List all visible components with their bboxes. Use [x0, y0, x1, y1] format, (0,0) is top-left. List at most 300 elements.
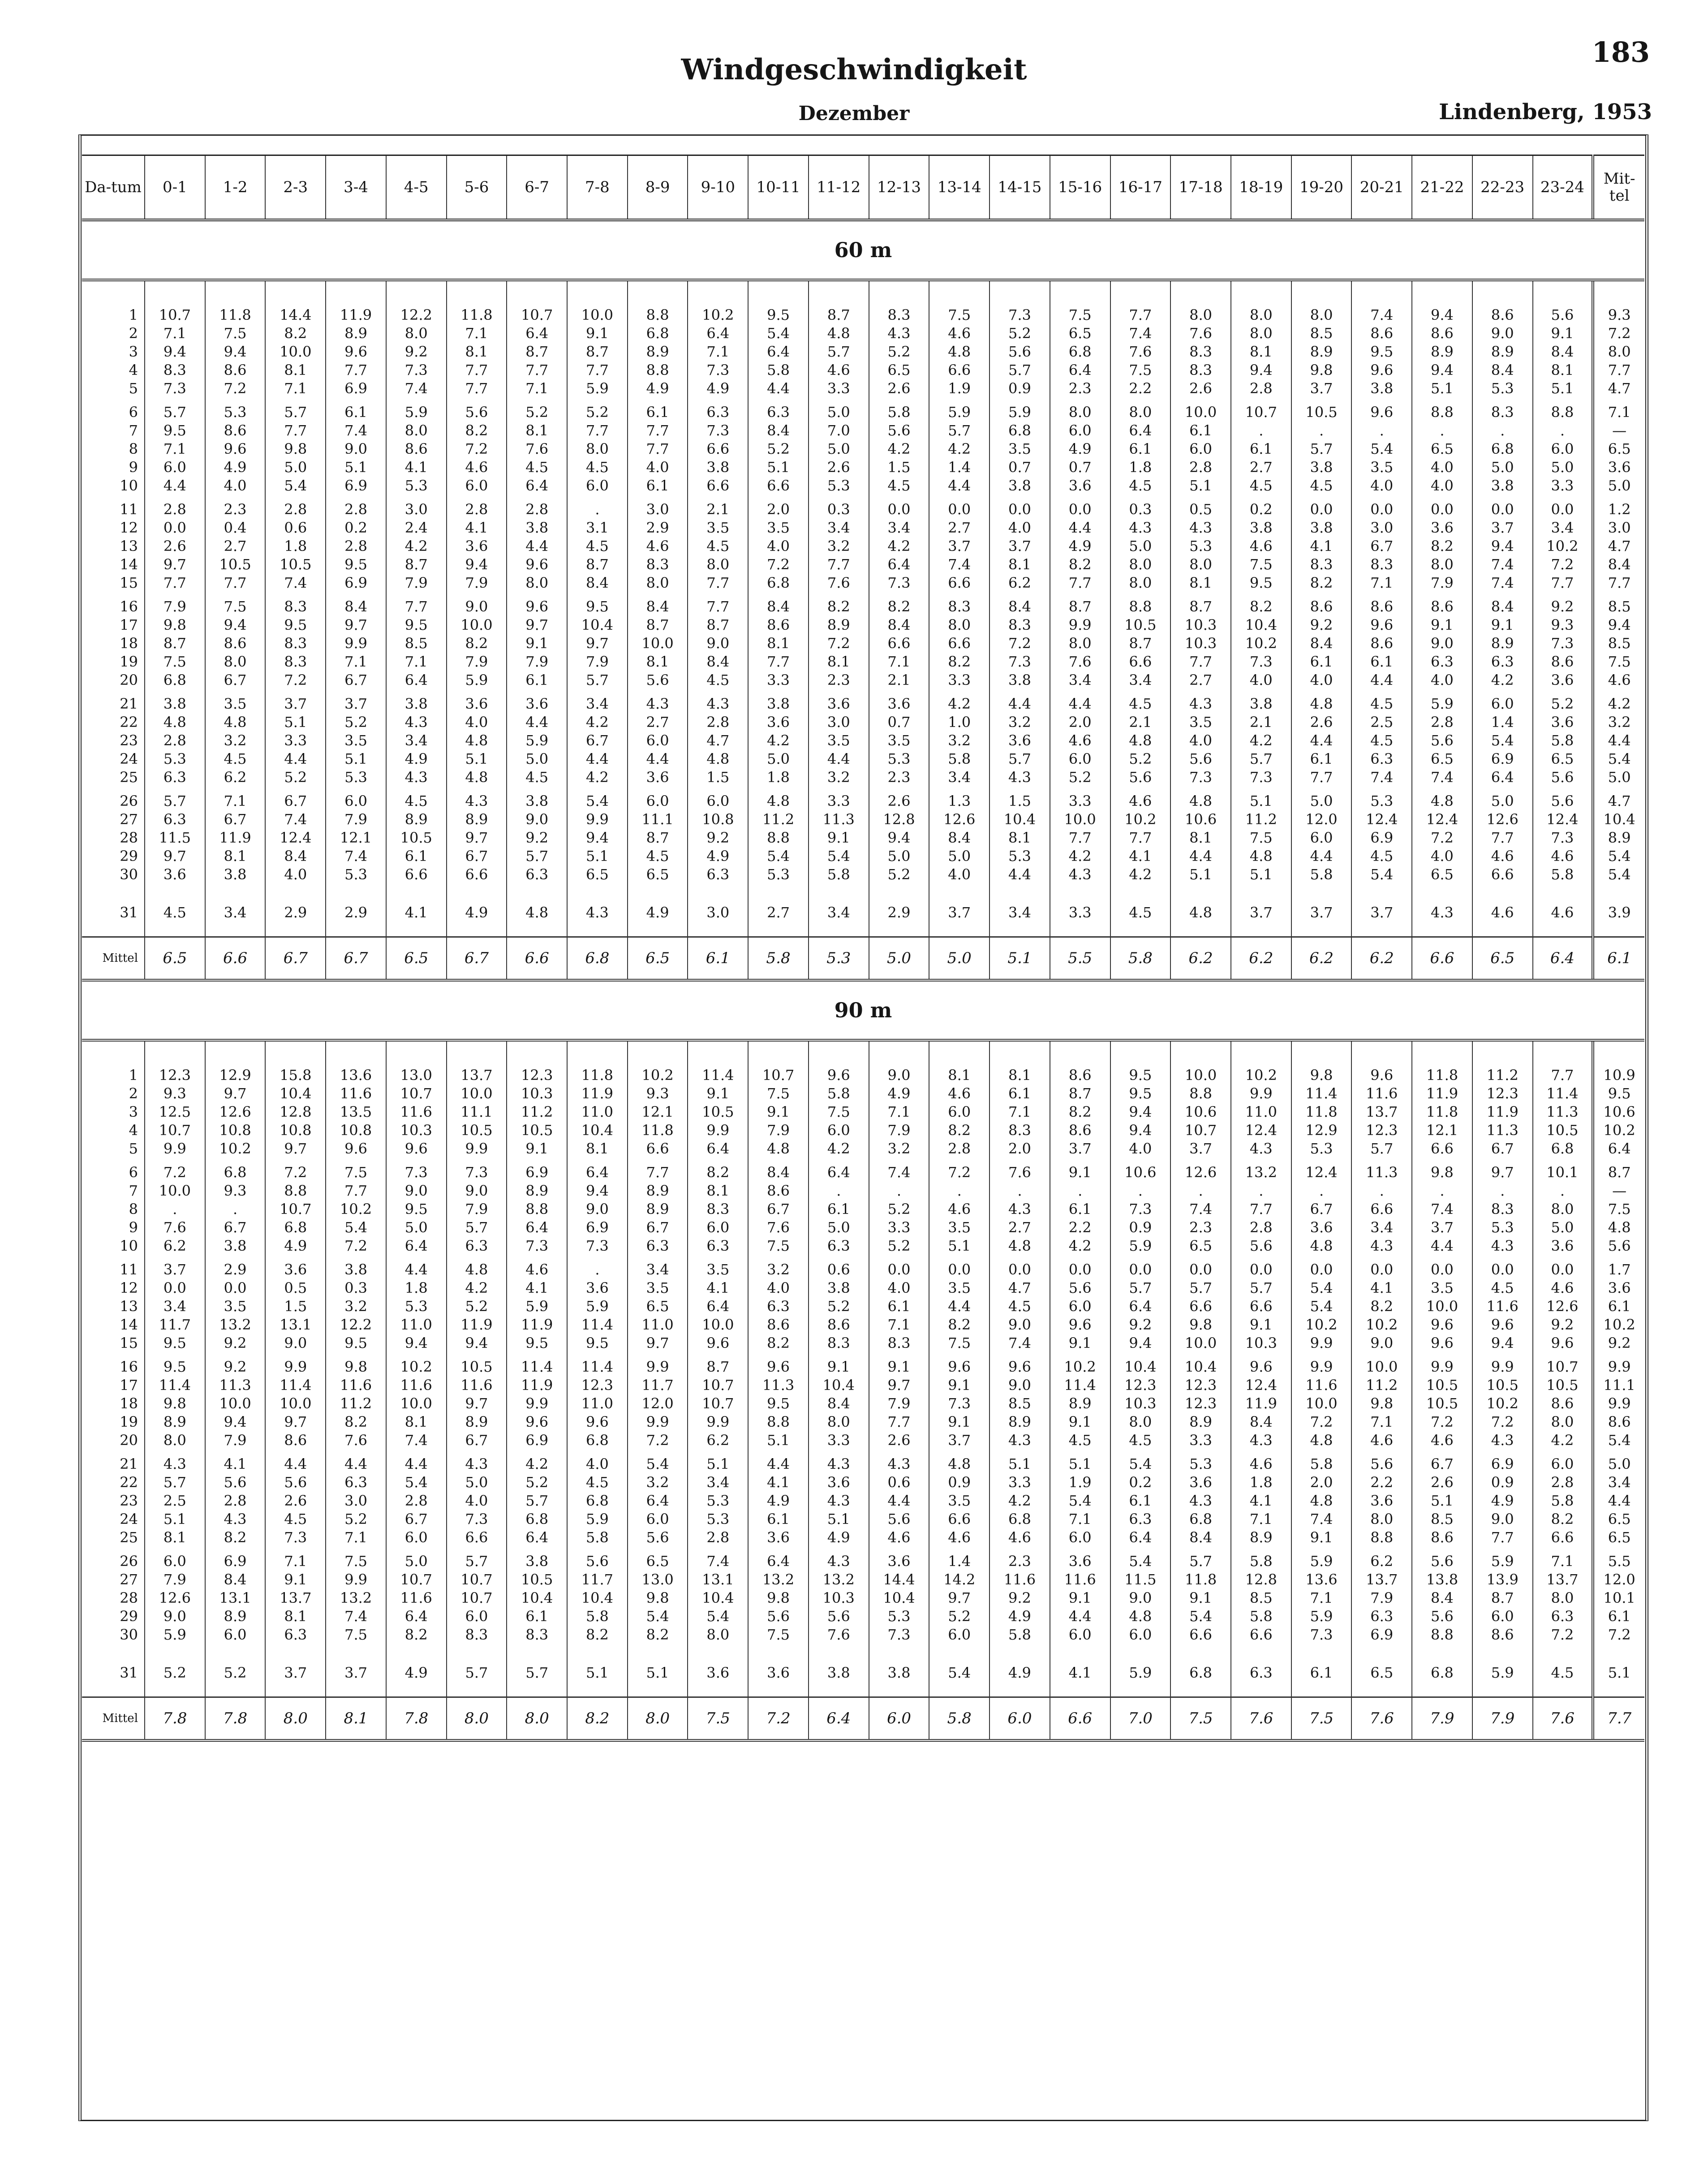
hourly-value-cell: 6.5 — [1412, 750, 1472, 768]
hourly-value-cell: 7.1 — [386, 653, 447, 671]
hourly-value-cell: 5.9 — [990, 398, 1050, 422]
hourly-value-cell: 5.4 — [1351, 440, 1412, 458]
hourly-value-cell: 4.5 — [1231, 477, 1291, 495]
hourly-value-cell: 9.0 — [265, 1334, 326, 1352]
hourly-value-cell: 7.9 — [748, 1121, 809, 1140]
hourly-value-cell: 6.4 — [688, 1140, 748, 1158]
hourly-value-cell: 6.1 — [507, 1607, 567, 1626]
hourly-value-cell: 4.8 — [1110, 1607, 1171, 1626]
hourly-value-cell: 6.7 — [386, 1510, 447, 1528]
hourly-value-cell: 6.9 — [1351, 829, 1412, 847]
hourly-value-cell: 8.2 — [688, 1158, 748, 1182]
hourly-value-cell: 9.8 — [326, 1352, 386, 1376]
hourly-value-cell: . — [1291, 1182, 1352, 1200]
hourly-value-cell: . — [1412, 422, 1472, 440]
hourly-value-cell: 5.9 — [567, 1297, 628, 1316]
hourly-value-cell: 5.6 — [628, 671, 688, 689]
day-row — [82, 1528, 1644, 1547]
hourly-value-cell: 2.6 — [1412, 1473, 1472, 1492]
hourly-value-cell: 2.5 — [1351, 713, 1412, 732]
day-row — [82, 1547, 1644, 1571]
hourly-value-cell: 1.9 — [1050, 1473, 1110, 1492]
hourly-value-cell: 10.4 — [990, 810, 1050, 829]
hourly-value-cell: 2.1 — [869, 671, 929, 689]
hourly-value-cell: 9.0 — [990, 1316, 1050, 1334]
hourly-value-cell: 9.8 — [1412, 1158, 1472, 1182]
day-row — [82, 713, 1644, 732]
hourly-value-cell: 5.2 — [929, 1607, 990, 1626]
hourly-value-cell: 3.4 — [809, 519, 869, 537]
hourly-value-cell: 7.9 — [1412, 574, 1472, 592]
hourly-value-cell: 7.3 — [990, 306, 1050, 324]
hourly-value-cell: 4.5 — [990, 1297, 1050, 1316]
hourly-value-cell: 7.7 — [688, 574, 748, 592]
hourly-value-cell: 6.5 — [628, 865, 688, 884]
hourly-value-cell: 3.2 — [748, 1255, 809, 1279]
hourly-value-cell: 8.2 — [447, 422, 507, 440]
hourly-value-cell: 5.6 — [628, 1528, 688, 1547]
hourly-value-cell: 9.7 — [929, 1589, 990, 1607]
hourly-value-cell: 5.0 — [1472, 787, 1533, 810]
hourly-value-cell: 5.1 — [1533, 379, 1593, 398]
hourly-value-cell: 6.3 — [1231, 1644, 1291, 1697]
hourly-value-cell: 4.4 — [1170, 847, 1231, 865]
hourly-value-cell: 8.9 — [628, 343, 688, 361]
hourly-value-cell: 6.6 — [1533, 1528, 1593, 1547]
hourly-value-cell: 11.3 — [809, 810, 869, 829]
hourly-value-cell: 11.0 — [386, 1316, 447, 1334]
hourly-value-cell: 9.9 — [1291, 1334, 1352, 1352]
hourly-value-cell: 3.6 — [447, 689, 507, 713]
hourly-value-cell: 3.8 — [205, 865, 266, 884]
hourly-value-cell: 7.7 — [1231, 1200, 1291, 1218]
hourly-value-cell: 4.4 — [990, 865, 1050, 884]
hourly-value-cell: 6.0 — [688, 787, 748, 810]
hourly-value-cell: 8.9 — [1291, 343, 1352, 361]
hourly-value-cell: 12.3 — [1170, 1395, 1231, 1413]
hourly-value-cell: 8.2 — [809, 592, 869, 616]
hourly-value-cell: 6.9 — [567, 1218, 628, 1237]
hourly-value-cell: 2.2 — [1351, 1473, 1412, 1492]
hourly-value-cell: 5.6 — [869, 422, 929, 440]
hourly-value-cell: 8.8 — [1412, 398, 1472, 422]
hourly-value-cell: 3.8 — [990, 477, 1050, 495]
hourly-value-cell: 4.9 — [990, 1607, 1050, 1626]
hour-header: 10-11 — [748, 155, 809, 220]
hourly-value-cell: 0.0 — [145, 519, 205, 537]
spacer-row — [82, 1040, 1644, 1066]
hourly-value-cell: 3.4 — [809, 884, 869, 937]
hourly-value-cell: 7.3 — [1110, 1200, 1171, 1218]
hourly-value-cell: 9.5 — [567, 1334, 628, 1352]
hourly-value-cell: 9.8 — [748, 1589, 809, 1607]
hourly-value-cell: 3.5 — [748, 519, 809, 537]
hourly-value-cell: 6.8 — [628, 324, 688, 343]
hour-header: 2-3 — [265, 155, 326, 220]
hourly-value-cell: 6.8 — [1170, 1644, 1231, 1697]
hourly-value-cell: 8.6 — [748, 1182, 809, 1200]
hourly-value-cell: 4.6 — [1231, 537, 1291, 555]
hourly-value-cell: 5.3 — [386, 477, 447, 495]
hourly-value-cell: 4.4 — [1050, 519, 1110, 537]
hourly-value-cell: 9.5 — [386, 616, 447, 634]
hourly-value-cell: 4.9 — [1472, 1492, 1533, 1510]
hourly-value-cell: 9.1 — [929, 1413, 990, 1431]
hourly-value-cell: 3.0 — [1351, 519, 1412, 537]
hourly-value-cell: 5.7 — [265, 398, 326, 422]
location-year: Lindenberg, 1953 — [1439, 99, 1652, 125]
hourly-value-cell: 8.9 — [1472, 343, 1533, 361]
hourly-value-cell: 10.2 — [1533, 537, 1593, 555]
hourly-value-cell: 7.7 — [628, 1158, 688, 1182]
hourly-value-cell: 1.3 — [929, 787, 990, 810]
hourly-value-cell: 1.5 — [265, 1297, 326, 1316]
day-label: 10 — [120, 477, 138, 494]
hourly-value-cell: 7.5 — [205, 324, 266, 343]
hourly-value-cell: 11.1 — [447, 1103, 507, 1121]
day-label: 23 — [120, 1492, 138, 1509]
mean-value-cell: 5.0 — [929, 937, 990, 981]
hourly-value-cell: 3.7 — [990, 537, 1050, 555]
hourly-value-cell: 4.8 — [1170, 884, 1231, 937]
hourly-value-cell: 5.7 — [990, 750, 1050, 768]
mean-value-cell: 5.8 — [929, 1697, 990, 1741]
hourly-value-cell: 9.5 — [145, 1352, 205, 1376]
hourly-value-cell: 4.3 — [386, 768, 447, 787]
mean-value-cell: 6.2 — [1170, 937, 1231, 981]
hourly-value-cell: 4.6 — [1472, 884, 1533, 937]
hourly-value-cell: 8.2 — [929, 1121, 990, 1140]
hourly-value-cell: 8.4 — [1412, 1589, 1472, 1607]
day-label: 18 — [120, 635, 138, 652]
hourly-value-cell: 4.8 — [748, 1140, 809, 1158]
hourly-value-cell: 7.2 — [205, 379, 266, 398]
hourly-value-cell: 3.8 — [809, 1644, 869, 1697]
hourly-value-cell: 0.0 — [869, 495, 929, 519]
hourly-value-cell: 0.2 — [326, 519, 386, 537]
hourly-value-cell: 13.2 — [205, 1316, 266, 1334]
hour-header: 20-21 — [1351, 155, 1412, 220]
day-row — [82, 689, 1644, 713]
hourly-value-cell: 4.8 — [1412, 787, 1472, 810]
hourly-value-cell: 6.0 — [1050, 1297, 1110, 1316]
hourly-value-cell: 6.6 — [447, 1528, 507, 1547]
hourly-value-cell: 8.4 — [869, 616, 929, 634]
hourly-value-cell: 7.1 — [869, 653, 929, 671]
daily-mean-cell: 8.4 — [1593, 555, 1644, 574]
day-row — [82, 592, 1644, 616]
hourly-value-cell: 5.6 — [748, 1607, 809, 1626]
daily-mean-cell: 5.1 — [1593, 1644, 1644, 1697]
hourly-value-cell: 7.1 — [1351, 574, 1412, 592]
hourly-value-cell: 9.6 — [929, 1352, 990, 1376]
hourly-value-cell: 6.4 — [688, 324, 748, 343]
hourly-value-cell: 9.4 — [205, 343, 266, 361]
hourly-value-cell: 7.9 — [1351, 1589, 1412, 1607]
hourly-value-cell: 5.7 — [1351, 1140, 1412, 1158]
hourly-value-cell: 5.6 — [447, 398, 507, 422]
hourly-value-cell: 4.5 — [1110, 477, 1171, 495]
day-label: 15 — [120, 574, 138, 591]
hourly-value-cell: 6.3 — [1472, 653, 1533, 671]
hourly-value-cell: 8.7 — [688, 1352, 748, 1376]
hourly-value-cell: 0.7 — [1050, 458, 1110, 477]
day-label: 3 — [129, 1103, 138, 1120]
day-label: 4 — [129, 1122, 138, 1139]
hourly-value-cell: 11.0 — [1231, 1103, 1291, 1121]
hourly-value-cell: 4.5 — [386, 787, 447, 810]
hourly-value-cell: 8.9 — [447, 810, 507, 829]
hourly-value-cell: 8.8 — [628, 361, 688, 379]
hourly-value-cell: 2.3 — [990, 1547, 1050, 1571]
hourly-value-cell: 4.4 — [386, 1255, 447, 1279]
hourly-value-cell: 6.0 — [1472, 689, 1533, 713]
mean-value-cell: 6.7 — [326, 937, 386, 981]
hourly-value-cell: 4.5 — [507, 458, 567, 477]
hourly-value-cell: 10.4 — [567, 1589, 628, 1607]
hourly-value-cell: 4.3 — [688, 689, 748, 713]
hourly-value-cell: 5.4 — [1291, 1279, 1352, 1297]
hourly-value-cell: 9.4 — [567, 1182, 628, 1200]
hourly-value-cell: 10.2 — [688, 306, 748, 324]
hourly-value-cell: 10.6 — [1170, 810, 1231, 829]
hourly-value-cell: 3.7 — [1412, 1218, 1472, 1237]
hourly-value-cell: 8.6 — [1351, 634, 1412, 653]
mean-value-cell: 6.1 — [688, 937, 748, 981]
hourly-value-cell: 8.5 — [1231, 1589, 1291, 1607]
hourly-value-cell: 4.0 — [1412, 847, 1472, 865]
hourly-value-cell: 5.9 — [1472, 1547, 1533, 1571]
hourly-value-cell: 7.1 — [447, 324, 507, 343]
hourly-value-cell: 11.4 — [1533, 1085, 1593, 1103]
hourly-value-cell: 11.8 — [567, 1066, 628, 1085]
hourly-value-cell: 7.4 — [1472, 555, 1533, 574]
hourly-value-cell: 8.2 — [1291, 574, 1352, 592]
hourly-value-cell: 8.2 — [628, 1626, 688, 1644]
day-row — [82, 1237, 1644, 1255]
hourly-value-cell: 4.4 — [869, 1492, 929, 1510]
hourly-value-cell: 6.1 — [1291, 750, 1352, 768]
hourly-value-cell: 7.3 — [929, 1395, 990, 1413]
hourly-value-cell: 10.0 — [265, 1395, 326, 1413]
hourly-value-cell: 4.3 — [447, 1450, 507, 1473]
hourly-value-cell: 1.4 — [929, 1547, 990, 1571]
hourly-value-cell: 10.5 — [1291, 398, 1352, 422]
hourly-value-cell: 3.6 — [1050, 1547, 1110, 1571]
hourly-value-cell: 10.8 — [688, 810, 748, 829]
hourly-value-cell: 2.8 — [1170, 458, 1231, 477]
hourly-value-cell: 9.6 — [1351, 361, 1412, 379]
hourly-value-cell: 9.1 — [1291, 1528, 1352, 1547]
hourly-value-cell: 6.1 — [809, 1200, 869, 1218]
hourly-value-cell: 10.0 — [145, 1182, 205, 1200]
hourly-value-cell: 9.2 — [205, 1334, 266, 1352]
hourly-value-cell: 13.7 — [1533, 1571, 1593, 1589]
day-label: 14 — [120, 1316, 138, 1333]
hourly-value-cell: 6.3 — [265, 1626, 326, 1644]
hourly-value-cell: 13.1 — [688, 1571, 748, 1589]
hourly-value-cell: 8.2 — [205, 1528, 266, 1547]
hourly-value-cell: 8.1 — [748, 634, 809, 653]
hourly-value-cell: 6.1 — [628, 398, 688, 422]
daily-mean-cell: 4.7 — [1593, 537, 1644, 555]
hourly-value-cell: 2.6 — [869, 379, 929, 398]
hourly-value-cell: 10.4 — [809, 1376, 869, 1395]
hourly-value-cell: 11.2 — [507, 1103, 567, 1121]
hourly-value-cell: 6.7 — [567, 732, 628, 750]
hourly-value-cell: 4.2 — [386, 537, 447, 555]
hourly-value-cell: 9.8 — [265, 440, 326, 458]
hourly-value-cell: 7.7 — [1533, 574, 1593, 592]
hourly-value-cell: 4.4 — [265, 750, 326, 768]
hourly-value-cell: 3.4 — [1110, 671, 1171, 689]
hourly-value-cell: 6.4 — [386, 671, 447, 689]
hourly-value-cell: 11.7 — [145, 1316, 205, 1334]
hourly-value-cell: 4.3 — [386, 713, 447, 732]
hourly-value-cell: 6.3 — [145, 768, 205, 787]
day-row — [82, 671, 1644, 689]
daily-mean-cell: 11.1 — [1593, 1376, 1644, 1395]
hourly-value-cell: 8.1 — [688, 1182, 748, 1200]
hourly-value-cell: 4.5 — [1291, 477, 1352, 495]
hourly-value-cell: 5.7 — [447, 1644, 507, 1697]
hourly-value-cell: 8.2 — [929, 1316, 990, 1334]
hourly-value-cell: 3.6 — [809, 1473, 869, 1492]
hourly-value-cell: 3.8 — [990, 671, 1050, 689]
hourly-value-cell: 4.9 — [386, 1644, 447, 1697]
hourly-value-cell: 4.3 — [990, 768, 1050, 787]
day-row — [82, 787, 1644, 810]
hourly-value-cell: 4.4 — [1351, 671, 1412, 689]
hourly-value-cell: 6.3 — [447, 1237, 507, 1255]
hourly-value-cell: 3.6 — [1412, 519, 1472, 537]
hourly-value-cell: 8.0 — [1533, 1589, 1593, 1607]
hourly-value-cell: 8.0 — [929, 616, 990, 634]
hourly-value-cell: 6.1 — [1170, 422, 1231, 440]
hourly-value-cell: 8.0 — [1533, 1413, 1593, 1431]
hourly-value-cell: 5.6 — [1533, 768, 1593, 787]
hourly-value-cell: 10.4 — [688, 1589, 748, 1607]
hourly-value-cell: 4.3 — [809, 1450, 869, 1473]
hourly-value-cell: 2.9 — [628, 519, 688, 537]
hourly-value-cell: 4.9 — [688, 379, 748, 398]
day-row — [82, 1510, 1644, 1528]
hourly-value-cell: 5.0 — [929, 847, 990, 865]
daily-mean-cell: 5.0 — [1593, 477, 1644, 495]
hourly-value-cell: 4.0 — [205, 477, 266, 495]
hourly-value-cell: 7.6 — [1050, 653, 1110, 671]
hourly-value-cell: 4.6 — [447, 458, 507, 477]
hourly-value-cell: 9.0 — [1110, 1589, 1171, 1607]
hourly-value-cell: 7.1 — [869, 1103, 929, 1121]
day-label: 13 — [120, 538, 138, 555]
hourly-value-cell: 11.9 — [326, 306, 386, 324]
hourly-value-cell: 7.4 — [1291, 1510, 1352, 1528]
day-row — [82, 361, 1644, 379]
hourly-value-cell: 4.3 — [869, 324, 929, 343]
hourly-value-cell: 10.2 — [1231, 1066, 1291, 1085]
hourly-value-cell: 12.3 — [567, 1376, 628, 1395]
hourly-value-cell: 2.8 — [929, 1140, 990, 1158]
hourly-value-cell: 10.4 — [265, 1085, 326, 1103]
hourly-value-cell: 6.0 — [628, 732, 688, 750]
hourly-value-cell: 3.3 — [265, 732, 326, 750]
hourly-value-cell: 4.5 — [205, 750, 266, 768]
hourly-value-cell: 7.7 — [447, 361, 507, 379]
hourly-value-cell: 3.4 — [205, 884, 266, 937]
hourly-value-cell: 8.4 — [688, 653, 748, 671]
hourly-value-cell: 8.1 — [809, 653, 869, 671]
hourly-value-cell: 9.1 — [265, 1571, 326, 1589]
hourly-value-cell: 8.3 — [265, 634, 326, 653]
day-row — [82, 422, 1644, 440]
hourly-value-cell: 5.3 — [1170, 537, 1231, 555]
hourly-value-cell: 4.4 — [1412, 1237, 1472, 1255]
hourly-value-cell: 6.1 — [869, 1297, 929, 1316]
hourly-value-cell: 12.2 — [386, 306, 447, 324]
hourly-value-cell: 5.9 — [567, 1510, 628, 1528]
hourly-value-cell: 6.0 — [1291, 829, 1352, 847]
daily-mean-cell: 5.0 — [1593, 768, 1644, 787]
hourly-value-cell: 11.6 — [386, 1103, 447, 1121]
hourly-value-cell: 5.8 — [809, 865, 869, 884]
hourly-value-cell: 4.5 — [688, 671, 748, 689]
hourly-value-cell: 2.7 — [929, 519, 990, 537]
hourly-value-cell: 8.7 — [1472, 1589, 1533, 1607]
hour-header: 4-5 — [386, 155, 447, 220]
hourly-value-cell: 3.8 — [809, 1279, 869, 1297]
hourly-value-cell: 6.3 — [809, 1237, 869, 1255]
day-label: 31 — [120, 1664, 138, 1681]
hourly-value-cell: 5.6 — [265, 1473, 326, 1492]
daily-mean-cell: 3.4 — [1593, 1473, 1644, 1492]
hourly-value-cell: 10.3 — [1170, 634, 1231, 653]
hourly-value-cell: 4.1 — [1110, 847, 1171, 865]
day-label: 7 — [129, 422, 138, 439]
hourly-value-cell: 8.9 — [628, 1200, 688, 1218]
hourly-value-cell: 4.3 — [809, 1492, 869, 1510]
hourly-value-cell: 7.5 — [205, 592, 266, 616]
hourly-value-cell: 3.3 — [809, 1431, 869, 1450]
hourly-value-cell: 8.3 — [1170, 343, 1231, 361]
hourly-value-cell: 8.2 — [1231, 592, 1291, 616]
hourly-value-cell: 8.9 — [507, 1182, 567, 1200]
mean-value-cell: 6.7 — [447, 937, 507, 981]
mean-value-cell: 5.0 — [869, 937, 929, 981]
hourly-value-cell: 7.7 — [628, 422, 688, 440]
mean-value-cell: 7.9 — [1412, 1697, 1472, 1741]
hourly-value-cell: 10.4 — [507, 1589, 567, 1607]
hourly-value-cell: 9.2 — [1533, 592, 1593, 616]
hourly-value-cell: 5.7 — [1291, 440, 1352, 458]
hourly-value-cell: 5.3 — [809, 477, 869, 495]
hourly-value-cell: 10.5 — [1533, 1121, 1593, 1140]
hourly-value-cell: 2.6 — [1291, 713, 1352, 732]
hourly-value-cell: 4.5 — [1110, 884, 1171, 937]
hourly-value-cell: 2.6 — [869, 1431, 929, 1450]
hourly-value-cell: 3.6 — [1533, 1237, 1593, 1255]
hourly-value-cell: 2.9 — [326, 884, 386, 937]
hourly-value-cell: 10.7 — [688, 1395, 748, 1413]
hourly-value-cell: 6.0 — [1050, 1626, 1110, 1644]
hourly-value-cell: 13.0 — [628, 1571, 688, 1589]
hourly-value-cell: 4.4 — [507, 537, 567, 555]
hourly-value-cell: 4.3 — [447, 787, 507, 810]
hourly-value-cell: 7.4 — [1110, 324, 1171, 343]
hourly-value-cell: 6.0 — [447, 1607, 507, 1626]
hourly-value-cell: 8.9 — [145, 1413, 205, 1431]
hourly-value-cell: 2.7 — [1170, 671, 1231, 689]
